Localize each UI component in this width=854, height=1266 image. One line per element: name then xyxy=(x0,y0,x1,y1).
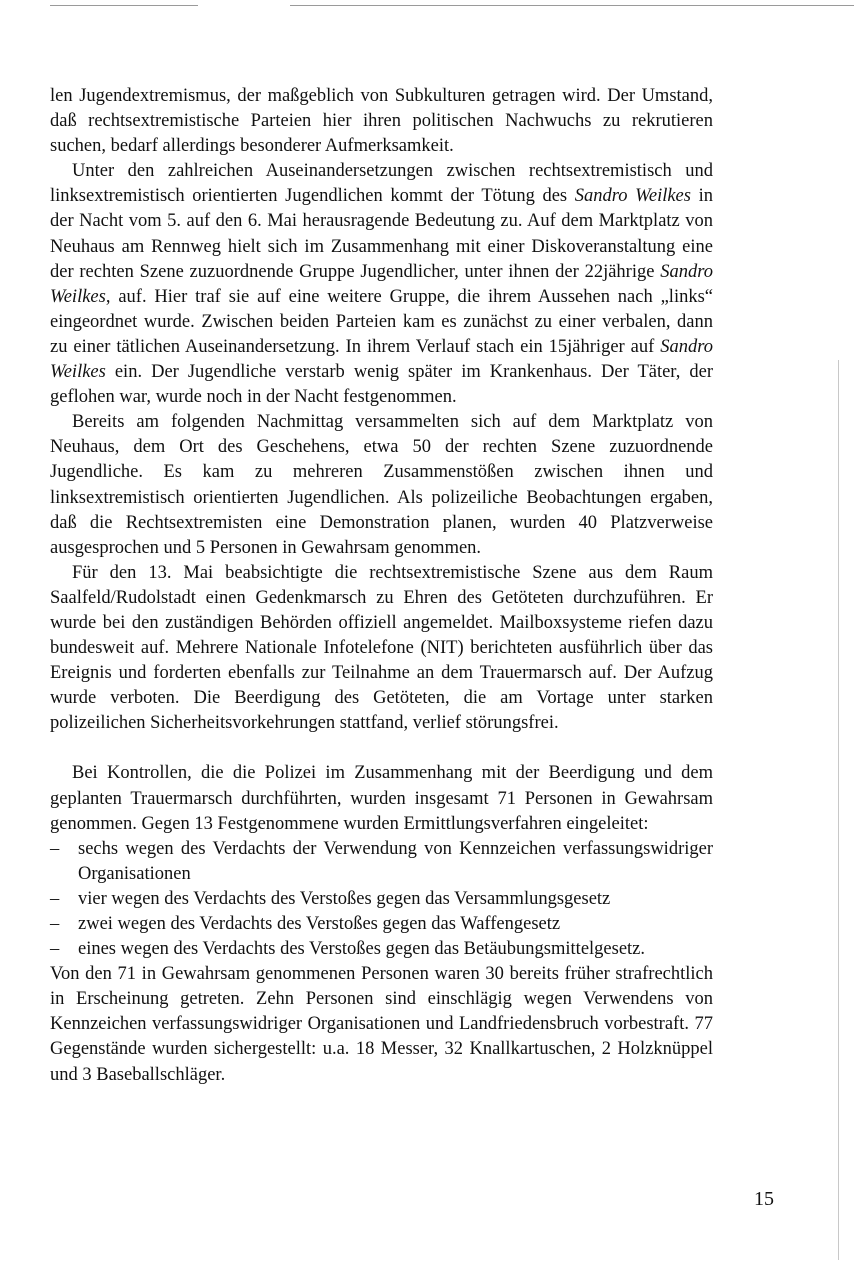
paragraph-2-part-d: ein. Der Jugendliche verstarb wenig später im Krankenhaus. Der Täter, der geflohen war, wurde noch in der Nacht festgenommen. xyxy=(50,362,713,408)
list-item xyxy=(50,912,713,937)
list-dash: – xyxy=(50,939,60,960)
list-item xyxy=(50,937,713,962)
paragraph-3: Bereits am folgenden Nachmittag versammelten sich auf dem Marktplatz von Neuhaus, dem Ort des Geschehens, etwa 50 der rechten Szene zuzuordnende Jugendliche. Es kam zu mehreren Zusammenstößen zwischen ihnen und linksextremistisch orientierten Jugendlichen. Als polizeiliche Beobachtungen ergaben, daß die Rechtsextremisten eine Demonstration planen, wurden 40 Platzverweise ausgesprochen und 5 Personen in Gewahrsam genommen. xyxy=(50,412,713,558)
person-name: Sandro Weilkes xyxy=(50,261,713,307)
paragraph-2-part-c: , auf. Hier traf sie auf eine weitere Gruppe, die ihrem Aussehen nach „links“ eingeordnet wurde. Zwischen beiden Parteien kam es zunächst zu einer verbalen, dann zu einer tätlichen Auseinandersetzung. In ihrem Verlauf stach ein 15jähriger auf xyxy=(50,286,713,357)
paragraph-4: Für den 13. Mai beabsichtigte die rechtsextremistische Szene aus dem Raum Saalfeld/Rudolstadt einen Gedenkmarsch zu Ehren des Getöteten durchzuführen. Er wurde bei den zuständigen Behörden offiziell angemeldet. Mailboxsysteme riefen dazu bundesweit auf. Mehrere Nationale Infotelefone (NIT) berichteten ausführlich über das Ereignis und forderten ebenfalls zur Teilnahme an dem Trauermarsch auf. Der Aufzug wurde verboten. Die Beerdigung des Getöteten, die am Vortage unter starken polizeilichen Sicherheitsvorkehrungen stattfand, verlief störungsfrei. xyxy=(50,562,713,734)
paragraph-1: len Jugendextremismus, der maßgeblich von Subkulturen getragen wird. Der Umstand, daß rechtsextremistische Parteien hier ihren politischen Nachwuchs zu rekrutieren suchen, bedarf allerdings besonderer Aufmerksamkeit. xyxy=(50,86,713,157)
top-rule-right xyxy=(290,5,854,6)
scan-edge-line xyxy=(838,360,839,1260)
proceedings-list xyxy=(50,837,713,962)
list-item-text: eines wegen des Verdachts des Verstoßes gegen das Betäubungsmittelgesetz. xyxy=(78,939,646,960)
paragraph-6: Von den 71 in Gewahrsam genommenen Personen waren 30 bereits früher strafrechtlich in Erscheinung getreten. Zehn Personen sind einschlägig wegen Verwendens von Kennzeichen verfassungswidriger Organisationen und Landfriedensbruch vorbestraft. 77 Gegenstände wurden sichergestellt: u.a. 18 Messer, 32 Knallkartuschen, 2 Holzknüppel und 3 Baseballschläger. xyxy=(50,964,713,1085)
list-item xyxy=(50,837,713,887)
page-number: 15 xyxy=(754,1188,774,1210)
person-name: Sandro Weilkes xyxy=(574,186,691,207)
paragraph-2-part-a: Unter den zahlreichen Auseinandersetzungen zwischen rechtsextremistisch und linksextremistisch orientierten Jugendlichen kommt der Tötung des xyxy=(50,161,713,207)
person-name: Sandro Weilkes xyxy=(50,336,713,383)
list-dash: – xyxy=(50,914,60,934)
section-gap xyxy=(50,736,713,761)
list-dash: – xyxy=(50,888,60,909)
paragraph-2 xyxy=(50,159,713,410)
paragraph-5: Bei Kontrollen, die die Polizei im Zusammenhang mit der Beerdigung und dem geplanten Trauermarsch durchführten, wurden insgesamt 71 Personen in Gewahrsam genommen. Gegen 13 Festgenommene wurden Ermittlungsverfahren eingeleitet: xyxy=(50,763,713,834)
body-text xyxy=(50,84,713,1088)
list-dash: – xyxy=(50,838,60,859)
paragraph-2-part-b: in der Nacht vom 5. auf den 6. Mai herausragende Bedeutung zu. Auf dem Marktplatz von Neuhaus am Rennweg hielt sich im Zusammenhang mit einer Diskoveranstaltung eine der rechten Szene zuzuordnende Gruppe Jugendlicher, unter ihnen der 22jährige xyxy=(50,186,714,282)
list-item-text: sechs wegen des Verdachts der Verwendung von Kennzeichen verfassungswidriger Organisationen xyxy=(78,838,713,884)
list-item-text: vier wegen des Verdachts des Verstoßes gegen das Versammlungsgesetz xyxy=(78,888,611,909)
list-item-text: zwei wegen des Verdachts des Verstoßes gegen das Waffengesetz xyxy=(78,914,561,934)
list-item xyxy=(50,887,713,912)
top-rule-left xyxy=(50,5,198,6)
